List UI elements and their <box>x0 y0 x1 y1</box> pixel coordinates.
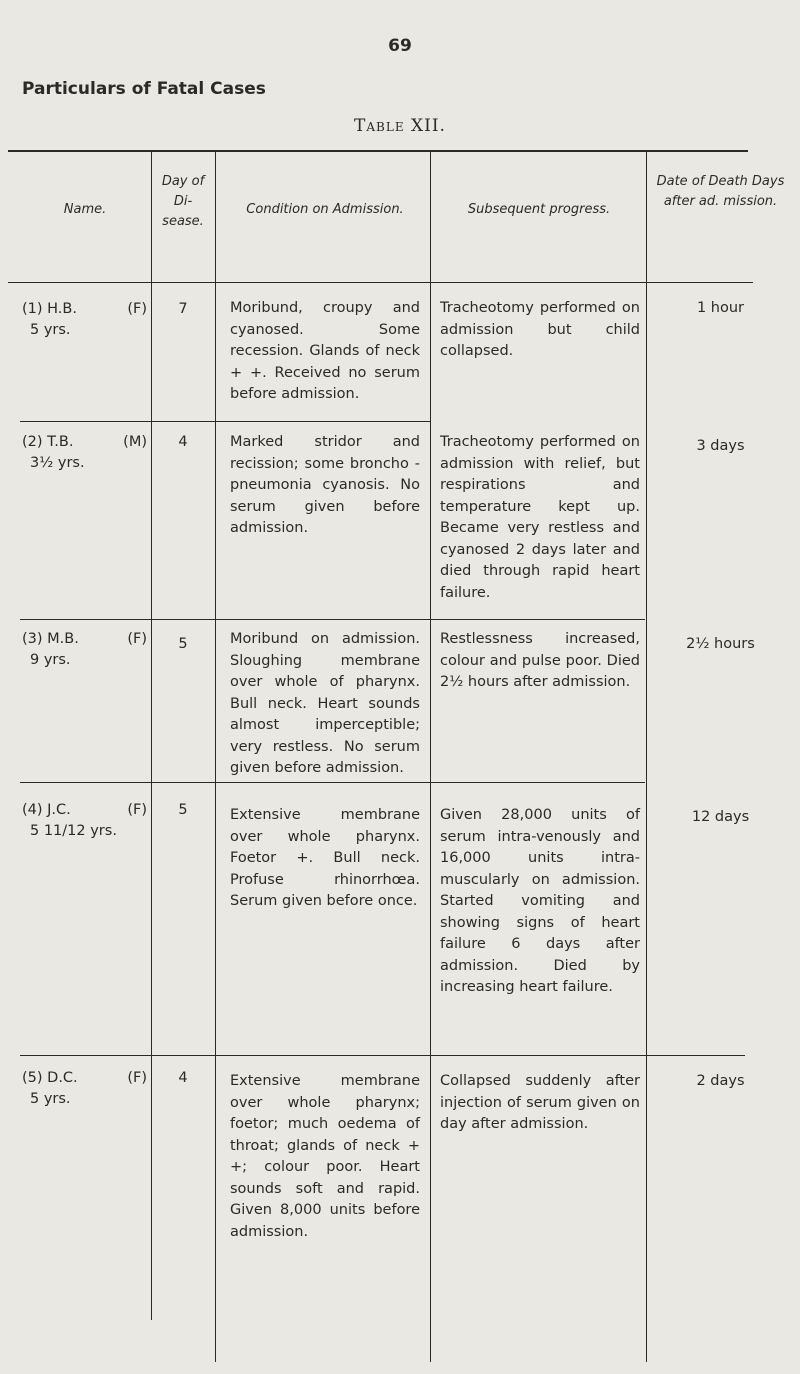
patient-age: 5 yrs. <box>30 1091 71 1107</box>
patient-name <box>22 629 147 651</box>
date-of-death: 2½ hours <box>686 636 755 652</box>
day-of-disease: 5 <box>178 636 188 652</box>
patient-name <box>22 299 147 321</box>
table-top-rule <box>8 150 748 152</box>
column-header-condition: Condition on Admission. <box>246 202 404 217</box>
day-of-disease: 7 <box>178 301 188 317</box>
day-of-disease: 5 <box>178 802 188 818</box>
subsequent-progress: Tracheotomy performed on admission with relief, but respirations and temperature kept up. Became very restless and cyanosed 2 days later and died through rapid heart failure. <box>440 434 640 601</box>
patient-age: 5 yrs. <box>30 322 71 338</box>
condition-on-admission: Extensive membrane over whole pharynx. Foetor +. Bull neck. Profuse rhinorrhœa. Serum given before once. <box>230 807 420 909</box>
date-of-death: 2 days <box>696 1073 745 1089</box>
subsequent-progress: Tracheotomy performed on admission but child collapsed. <box>440 300 640 359</box>
date-of-death: 3 days <box>696 438 745 454</box>
patient-age: 3½ yrs. <box>30 455 85 471</box>
patient-sex: (F) <box>127 631 147 647</box>
patient-name <box>22 800 147 822</box>
patient-id: (1) H.B. <box>22 301 77 317</box>
day-of-disease: 4 <box>178 1070 188 1086</box>
condition-on-admission: Moribund, croupy and cyanosed. Some recession. Glands of neck + +. Received no serum before admission. <box>230 300 420 402</box>
row-divider <box>20 1055 745 1056</box>
row-divider <box>20 782 645 783</box>
column-header-death: Date of Death Days after ad. mission. <box>656 174 785 209</box>
patient-sex: (F) <box>127 802 147 818</box>
row-divider <box>20 619 645 620</box>
date-of-death: 12 days <box>691 809 750 825</box>
patient-sex: (M) <box>123 434 147 450</box>
patient-name <box>22 432 147 454</box>
column-divider <box>646 152 647 1362</box>
column-header-progress: Subsequent progress. <box>467 202 611 217</box>
patient-id: (5) D.C. <box>22 1070 78 1086</box>
row-divider <box>20 421 430 422</box>
condition-on-admission: Marked stridor and recission; some broncho - pneumonia cyanosis. No serum given before admission. <box>230 434 420 536</box>
patient-sex: (F) <box>127 1070 147 1086</box>
patient-id: (2) T.B. <box>22 434 74 450</box>
day-of-disease: 4 <box>178 434 188 450</box>
column-header-name: Name. <box>63 202 107 217</box>
date-of-death: 1 hour <box>696 300 745 316</box>
page-number: 69 <box>388 36 412 56</box>
patient-name <box>22 1068 147 1090</box>
column-header-day: Day of Di- sease. <box>161 174 205 229</box>
subsequent-progress: Collapsed suddenly after injection of serum given on day after admission. <box>440 1073 640 1132</box>
condition-on-admission: Moribund on admission. Sloughing membrane over whole of pharynx. Bull neck. Heart sounds almost imperceptible; very restless. No serum given before admission. <box>230 631 420 776</box>
subsequent-progress: Restlessness increased, colour and pulse poor. Died 2½ hours after admission. <box>440 631 640 690</box>
patient-age: 5 11/12 yrs. <box>30 823 117 839</box>
subsequent-progress: Given 28,000 units of serum intra-venously and 16,000 units intra-muscularly on admission. Started vomiting and showing signs of heart failure 6 days after admission. Died by increasing heart failure. <box>440 807 640 995</box>
column-divider <box>215 152 216 1362</box>
column-divider <box>151 152 152 1320</box>
header-bottom-rule <box>8 282 753 283</box>
patient-id: (3) M.B. <box>22 631 79 647</box>
patient-age: 9 yrs. <box>30 652 71 668</box>
patient-sex: (F) <box>127 301 147 317</box>
section-heading: Particulars of Fatal Cases <box>22 79 266 99</box>
column-divider <box>430 152 431 1362</box>
patient-id: (4) J.C. <box>22 802 71 818</box>
condition-on-admission: Extensive membrane over whole pharynx; foetor; much oedema of throat; glands of neck + +; colour poor. Heart sounds soft and rapid. Given 8,000 units before admission. <box>230 1073 420 1240</box>
table-caption: Table XII. <box>354 116 446 136</box>
